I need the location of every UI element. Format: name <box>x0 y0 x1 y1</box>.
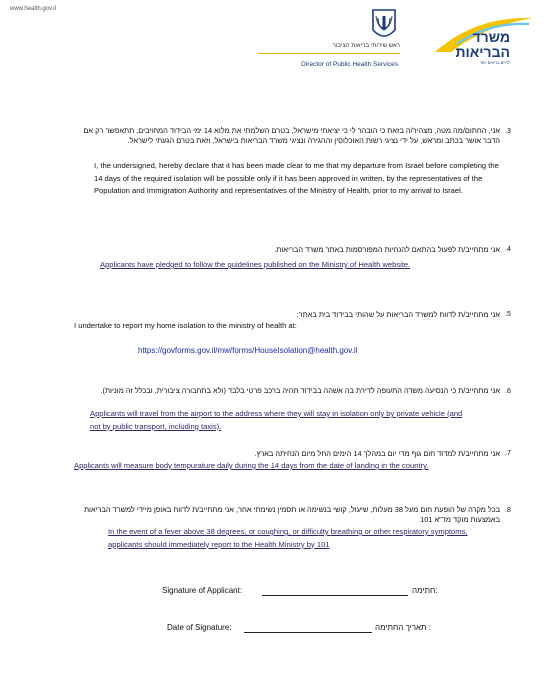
item-text-english: I undertake to report my home isolation to the ministry of health at: <box>74 321 297 330</box>
item-text-english: In the event of a fever above 38 degrees, or coughing, or difficulty breathing or other respiratory symptoms, applicants should immediately report to the Health Ministry by 101 <box>108 527 468 549</box>
header-divider <box>258 53 400 54</box>
department-title-hebrew: ראש שירותי בריאות הציבור <box>332 43 400 49</box>
ministry-logo-text: משרד הבריאות <box>455 29 510 60</box>
signature-label: Signature of Applicant: <box>162 586 243 595</box>
item-text-english: Applicants will measure body tempurature daily during the 14 days from the date of landing in the country. <box>74 461 429 470</box>
signature-date-label-hebrew: : תאריך החתימה <box>375 623 432 632</box>
item-text-hebrew: אני מתחייב/ת למדוד חום גוף מדי יום במהלך 14 הימים החל מיום הנחיתה בארץ. <box>254 449 500 458</box>
website-url: www.health.gov.il <box>10 6 56 12</box>
item-text-hebrew: אני, החתום/מה מטה, מצהיר/ה בזאת כי הובהר לי כי יציאתי מישראל, בטרם השלמתי את מלוא 14 ימי הבידוד המחויבים, תתאפשר רק אם הדבר אושר בכתב ומראש, על ידי נציגי רשות האוכלוסין וההגירה ונציגי משרד הבריאות בישראל, וזאת בטרם הגעתי לישראל. <box>83 126 500 145</box>
item-text-hebrew: אני מתחייב/ת לדווח למשרד הבריאות על שהותי בבידוד בית באתר: <box>296 310 500 319</box>
item-number: .5 <box>505 311 511 318</box>
item-number: .6 <box>505 388 511 395</box>
item-text-hebrew: אני מתחייב/ת לפעול בהתאם להנחיות המפורסמות באתר משרד הבריאות. <box>274 245 500 254</box>
isolation-report-link[interactable]: https://govforms.gov.il/mw/forms/HouseIsolation@health.gov.il <box>138 346 358 355</box>
ministry-tagline: לחיים בריאים יותר <box>479 60 510 65</box>
item-number: .7 <box>505 450 511 457</box>
signature-date-line[interactable] <box>244 632 372 633</box>
item-text-hebrew: בכל מקרה של הופעת חום מעל 38 מעלות, שיעול, קושי בנשימה או תסמין נשימתי אחר, אני מתחייב/ת לדווח באופן מיידי למשרד הבריאות באמצעות מוקד מד"א 101 <box>83 505 500 524</box>
item-text-english: Applicants have pledged to follow the guidelines published on the Ministry of Health website. <box>100 260 411 269</box>
item-number: .8 <box>505 507 511 514</box>
item-number: .4 <box>505 246 511 253</box>
signature-label-hebrew: :חתימה <box>412 586 438 595</box>
signature-line[interactable] <box>262 595 408 596</box>
state-emblem-icon <box>370 8 398 42</box>
department-title-english: Director of Public Health Services <box>301 61 398 68</box>
item-text-english: I, the undersigned, hereby declare that it has been made clear to me that my departure from Israel before completing the 14 days of the required isolation will be possible only if it has been approved in written, by the representatives of the Population and Immigration Authority and representatives of the Ministry of Health, prior to my arrival to Israel. <box>94 161 499 195</box>
item-text-hebrew: אני מתחייב/ת כי הנסיעה משדה התעופה לדירת בה אשהה בבידוד תהיה ברכב פרטי בלבד (ולא בתחבורה ציבורית, ובכלל זה מוניות). <box>100 386 500 395</box>
item-text-english: Applicants will travel from the airport to the address where they will stay in isolation only by private vehicle (and not by public transport, including taxis). <box>90 409 463 431</box>
signature-date-label: Date of Signature: <box>167 623 232 632</box>
item-number: .3 <box>505 128 511 135</box>
